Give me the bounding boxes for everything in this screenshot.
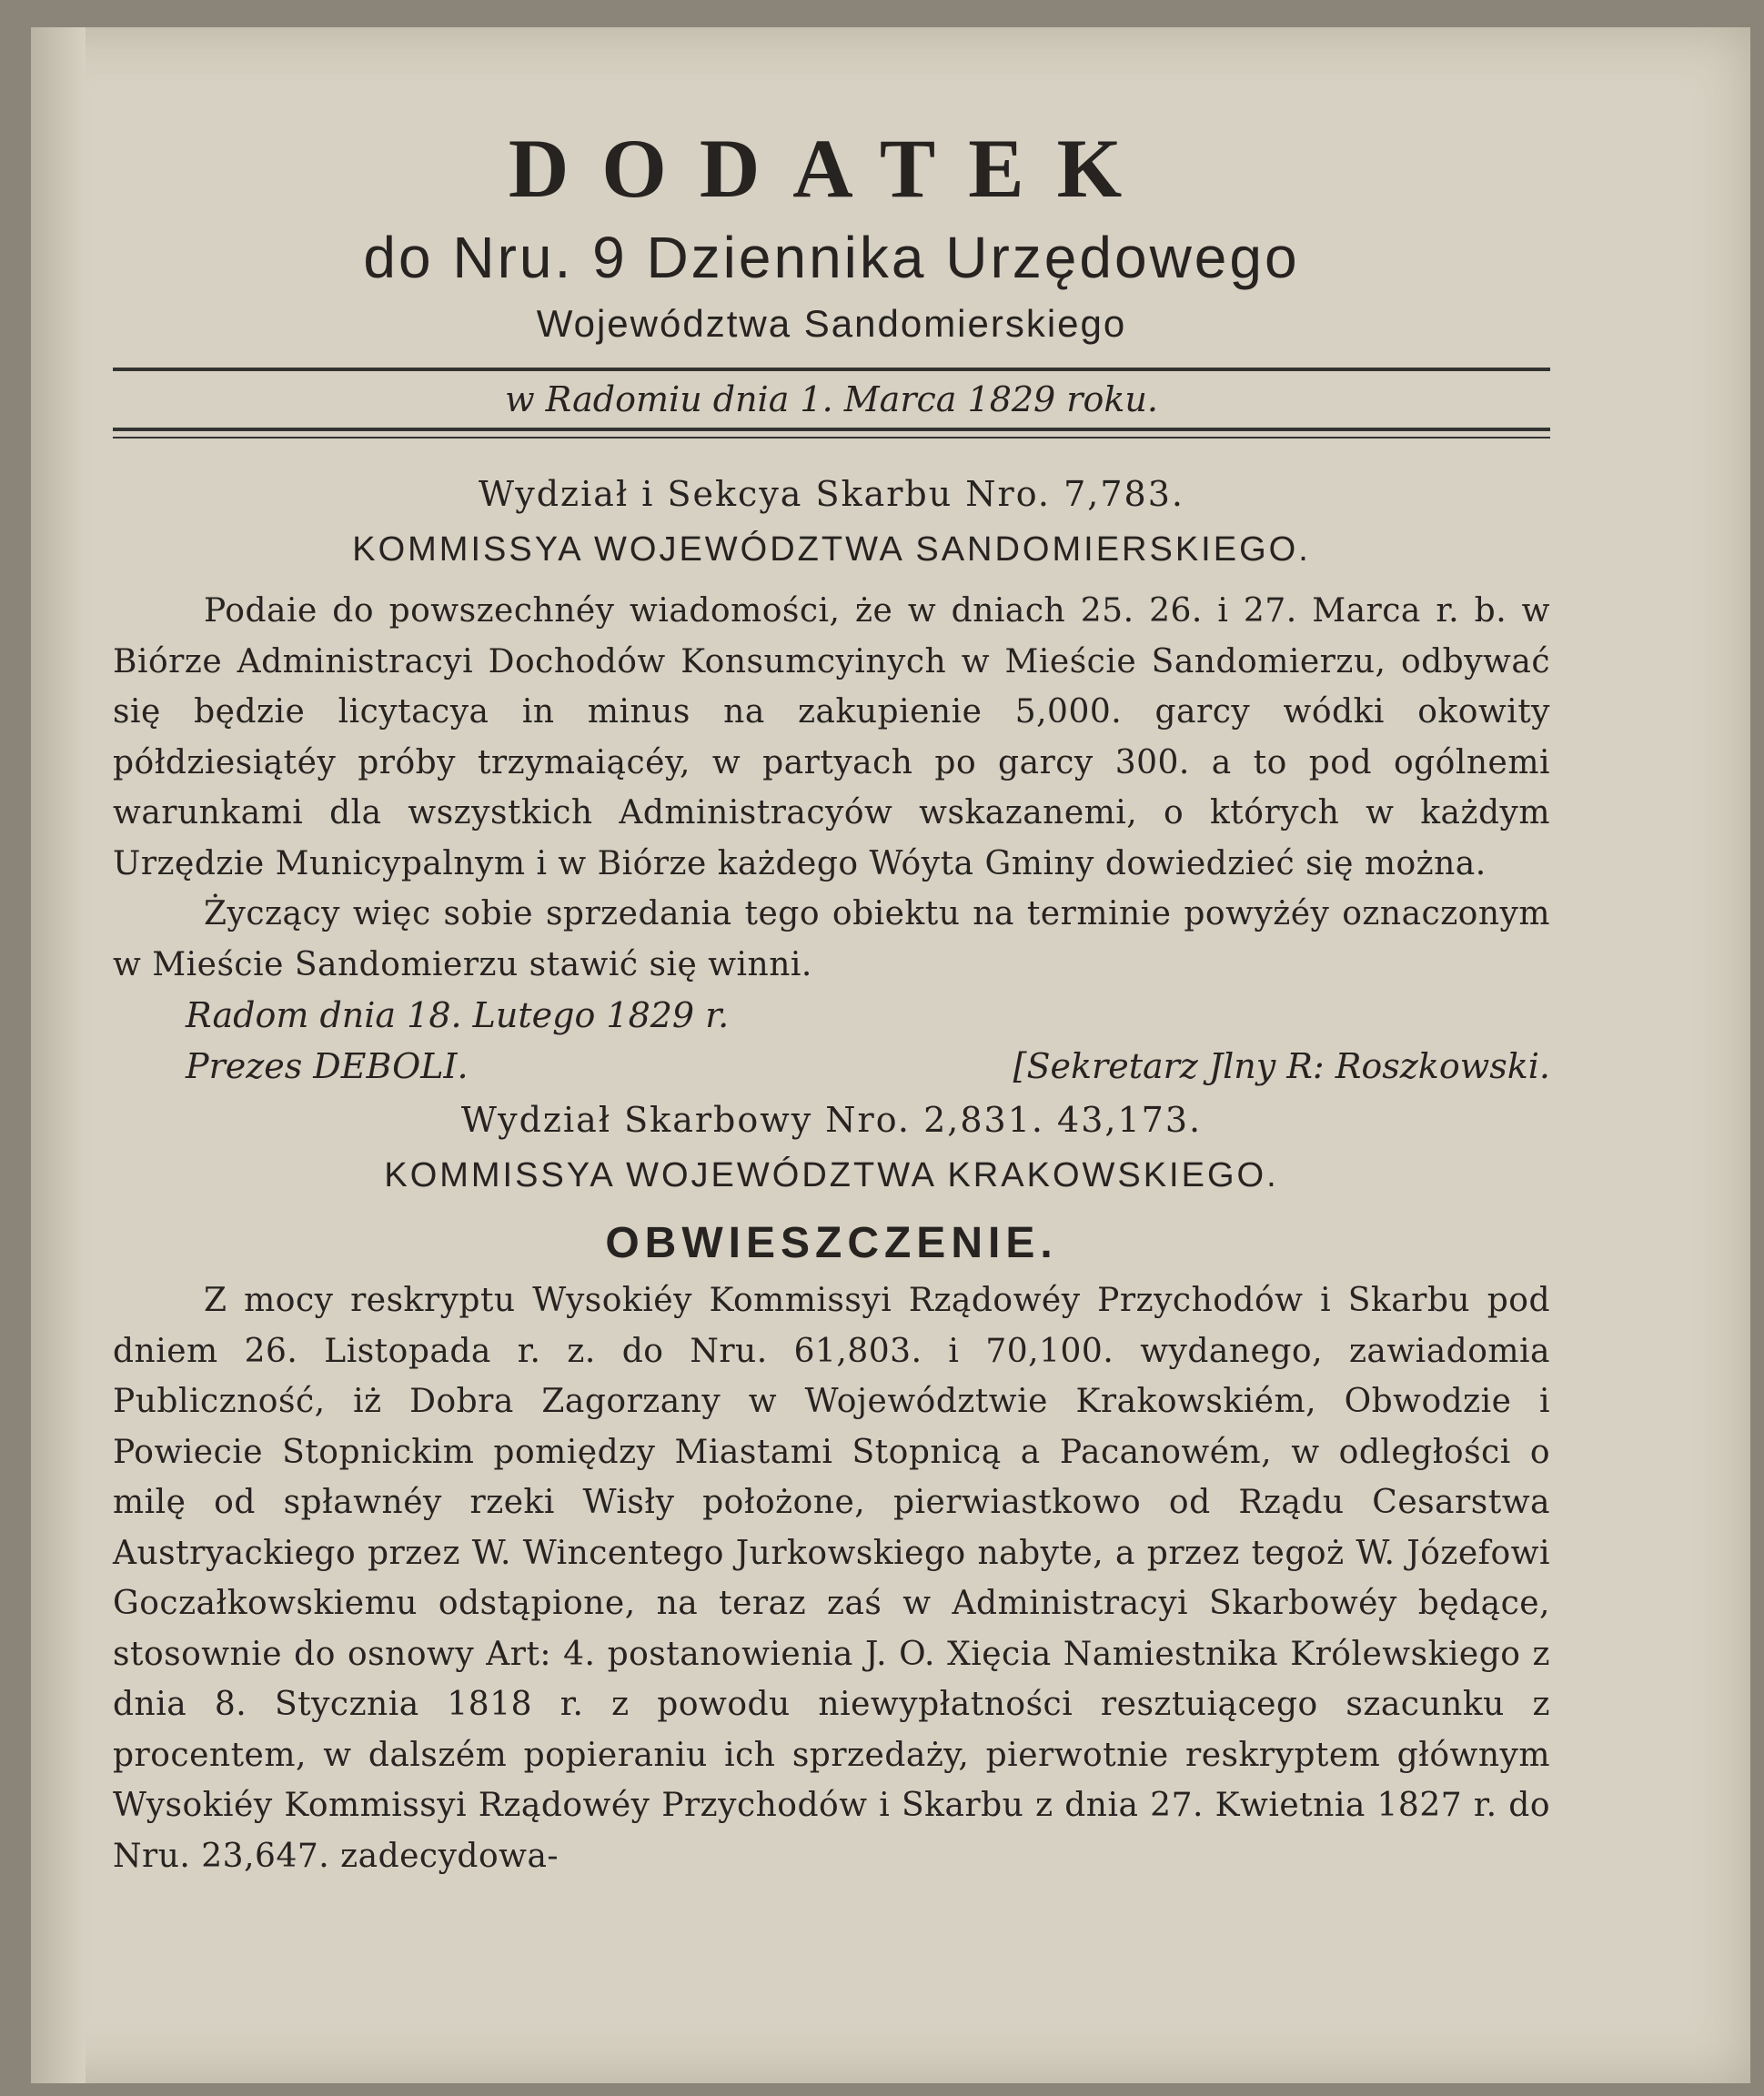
masthead-title: DODATEK — [508, 122, 1155, 215]
page-content — [113, 109, 1550, 1881]
bottom-rule — [113, 428, 1550, 431]
notice2-heading: OBWIESZCZENIE. — [605, 1219, 1058, 1267]
masthead-region: Województwa Sandomierskiego — [536, 302, 1127, 345]
notice1-president: Prezes DEBOLI. — [186, 1046, 469, 1086]
notice1-signatures — [113, 1041, 1550, 1092]
notice2-section: Wydział Skarbowy Nro. 2,831. 43,173. — [460, 1100, 1203, 1140]
masthead-subtitle: do Nru. 9 Dziennika Urzędowego — [363, 225, 1300, 290]
notice1-commission: KOMMISSYA WOJEWÓDZTWA SANDOMIERSKIEGO. — [352, 530, 1311, 569]
binding-gutter — [31, 27, 86, 2083]
bottom-rule-thin — [113, 437, 1550, 438]
notice1-place-date: Radom dnia 18. Lutego 1829 r. — [186, 995, 730, 1035]
notice1-paragraph-1: Podaie do powszechnéy wiadomości, że w dniach 25. 26. i 27. Marca r. b. w Biórze Administracyi Dochodów Konsumcyinych w Mieście Sandomierzu, odbywać się będzie licytacya in minus na zakupienie 5,000. garcy wódki okowity półdziesiątéy próby trzymaiącéy, w partyach po garcy 300. a to pod ogólnemi warunkami dla wszystkich Administracyów wskazanemi, o których w każdym Urzędzie Municypalnym i w Biórze każdego Wóyta Gminy dowiedzieć się można. — [113, 592, 1550, 882]
issue-dateline: w Radomiu dnia 1. Marca 1829 roku. — [505, 379, 1158, 419]
notice1-paragraph-2: Życzący więc sobie sprzedania tego obiektu na terminie powyżéy oznaczonym w Mieście Sandomierzu stawić się winni. — [113, 895, 1550, 983]
notice1-section: Wydział i Sekcya Skarbu Nro. 7,783. — [479, 474, 1184, 514]
notice1-secretary: [Sekretarz Jlny R: Roszkowski. — [1013, 1046, 1550, 1086]
notice2-commission: KOMMISSYA WOJEWÓDZTWA KRAKOWSKIEGO. — [384, 1156, 1279, 1194]
notice2-paragraph-1: Z mocy reskryptu Wysokiéy Kommissyi Rządowéy Przychodów i Skarbu pod dniem 26. Listopada r. z. do Nru. 61,803. i 70,100. wydanego, zawiadomia Publiczność, iż Dobra Zagorzany w Województwie Krakowskiém, Obwodzie i Powiecie Stopnickim pomiędzy Miastami Stopnicą a Pacanowém, w odległości o milę od spławnéy rzeki Wisły położone, pierwiastkowo od Rządu Cesarstwa Austryackiego przez W. Wincentego Jurkowskiego nabyte, a przez tegoż W. Józefowi Goczałkowskiemu odstąpione, na teraz zaś w Administracyi Skarbowéy będące, stosownie do osnowy Art: 4. postanowienia J. O. Xięcia Namiestnika Królewskiego z dnia 8. Stycznia 1818 r. z powodu niewypłatności resztuiącego szacunku z procentem, w dalszém popieraniu ich sprzedaży, pierwotnie reskryptem głównym Wysokiéy Kommissyi Rządowéy Przychodów i Skarbu z dnia 27. Kwietnia 1827 r. do Nru. 23,647. zadecydowa- — [113, 1282, 1550, 1875]
document-page — [31, 27, 1750, 2083]
